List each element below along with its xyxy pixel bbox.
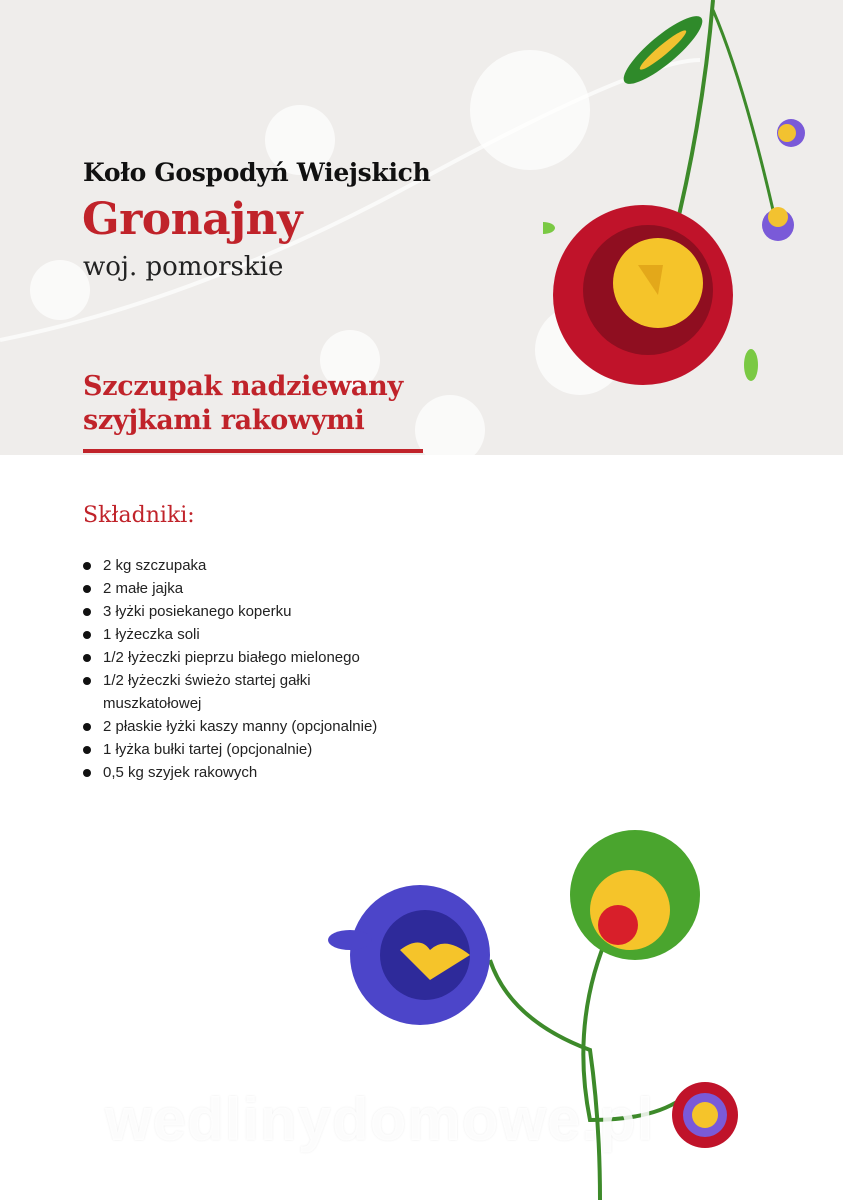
list-item: 2 kg szczupaka <box>83 554 413 577</box>
list-item: 0,5 kg szyjek rakowych <box>83 761 413 784</box>
list-item: 1/2 łyżeczki świeżo startej gałki muszkatołowej <box>83 669 413 715</box>
list-item: 2 płaskie łyżki kaszy manny (opcjonalnie) <box>83 715 413 738</box>
recipe-title <box>83 370 403 438</box>
list-item: 1 łyżka bułki tartej (opcjonalnie) <box>83 738 413 761</box>
red-flower-icon <box>543 0 843 455</box>
list-item: 2 małe jajka <box>83 577 413 600</box>
list-item: 3 łyżki posiekanego koperku <box>83 600 413 623</box>
recipe-title-line1: Szczupak nadziewany <box>83 371 403 402</box>
village-name: Gronajny <box>82 194 303 245</box>
ingredients-heading: Składniki: <box>83 503 195 528</box>
region-name: woj. pomorskie <box>83 252 284 282</box>
recipe-title-line2: szyjkami rakowymi <box>83 405 365 436</box>
list-item: 1/2 łyżeczki pieprzu białego mielonego <box>83 646 413 669</box>
list-item: 1 łyżeczka soli <box>83 623 413 646</box>
ingredients-list <box>83 554 413 784</box>
title-underline <box>83 449 423 453</box>
watermark: wedlinydomowe.pl <box>105 1086 655 1153</box>
header-banner <box>0 0 843 455</box>
organization-name: Koło Gospodyń Wiejskich <box>83 158 431 187</box>
